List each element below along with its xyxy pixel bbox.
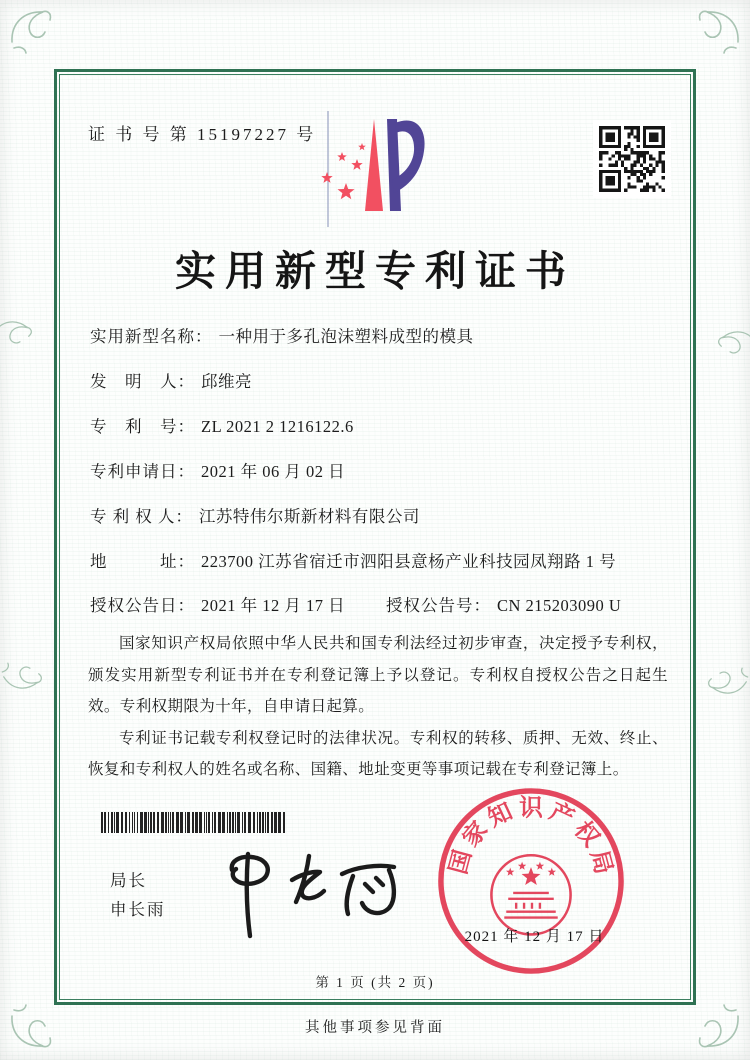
field-label: 专 利 号：	[90, 417, 195, 436]
field-label: 专利申请日：	[90, 462, 195, 481]
back-side-note: 其他事项参见背面	[305, 1020, 445, 1036]
signer-name: 申长雨	[110, 900, 166, 919]
grant-date-value: 2021 年 12 月 17 日	[201, 596, 346, 615]
seal-text-ring	[445, 795, 618, 877]
field-label: 地 址：	[90, 552, 195, 571]
field-label: 发 明 人：	[90, 372, 195, 391]
page-number: 第 1 页 (共 2 页)	[315, 975, 435, 990]
svg-text:权: 权	[568, 817, 604, 852]
legal-paragraph-2: 专利证书记载专利权登记时的法律状况。专利权的转移、质押、无效、终止、恢复和专利权人的姓名或名称、国籍、地址变更等事项记载在专利登记簿上。	[88, 729, 668, 778]
grant-date-label: 授权公告日：	[90, 596, 195, 615]
seal-date: 2021 年 12 月 17 日	[464, 929, 605, 945]
signer-title: 局长	[110, 871, 147, 890]
official-seal-icon	[434, 784, 628, 978]
legal-text-block	[88, 628, 668, 786]
qr-code-icon	[593, 120, 671, 198]
field-row-invention-name	[90, 325, 665, 349]
cnipa-logo-icon	[315, 110, 425, 228]
grant-number-value: CN 215203090 U	[497, 596, 622, 615]
svg-text:识: 识	[519, 795, 543, 822]
logo-p-stem	[387, 119, 401, 211]
field-row-filing-date	[90, 460, 665, 484]
seal-national-emblem	[491, 855, 570, 934]
field-row-address	[90, 550, 665, 574]
field-row-patent-number	[90, 415, 665, 439]
field-value: 一种用于多孔泡沫塑料成型的模具	[218, 327, 474, 346]
handwritten-signature-icon	[196, 840, 416, 945]
svg-text:产: 产	[545, 798, 578, 833]
field-label: 专 利 权 人：	[90, 507, 193, 526]
field-row-patentee	[90, 505, 665, 529]
svg-text:知: 知	[484, 798, 517, 833]
svg-text:局: 局	[585, 847, 617, 878]
field-row-inventor	[90, 370, 665, 394]
svg-text:家: 家	[458, 817, 494, 852]
signer-block	[110, 866, 166, 924]
legal-paragraph-1: 国家知识产权局依照中华人民共和国专利法经过初步审查，决定授予专利权，颁发实用新型专利证书并在专利登记簿上予以登记。专利权自授权公告之日起生效。专利权期限为十年，自申请日起算。	[88, 635, 668, 715]
svg-text:国: 国	[445, 847, 477, 878]
certificate-number: 证 书 号 第 15197227 号	[88, 125, 317, 144]
logo-red-spike	[365, 119, 383, 211]
field-value: 2021 年 06 月 02 日	[201, 462, 346, 481]
field-label: 实用新型名称：	[90, 327, 213, 346]
field-value: ZL 2021 2 1216122.6	[201, 417, 354, 436]
barcode-icon	[100, 812, 290, 833]
field-value: 邱维亮	[201, 372, 252, 391]
grant-number-label: 授权公告号：	[386, 596, 491, 615]
grant-number-pair	[386, 594, 621, 618]
certificate-title: 实用新型专利证书	[175, 248, 575, 294]
field-row-grant	[90, 594, 665, 618]
field-value: 223700 江苏省宿迁市泗阳县意杨产业科技园凤翔路 1 号	[201, 552, 617, 571]
field-value: 江苏特伟尔斯新材料有限公司	[198, 507, 420, 526]
